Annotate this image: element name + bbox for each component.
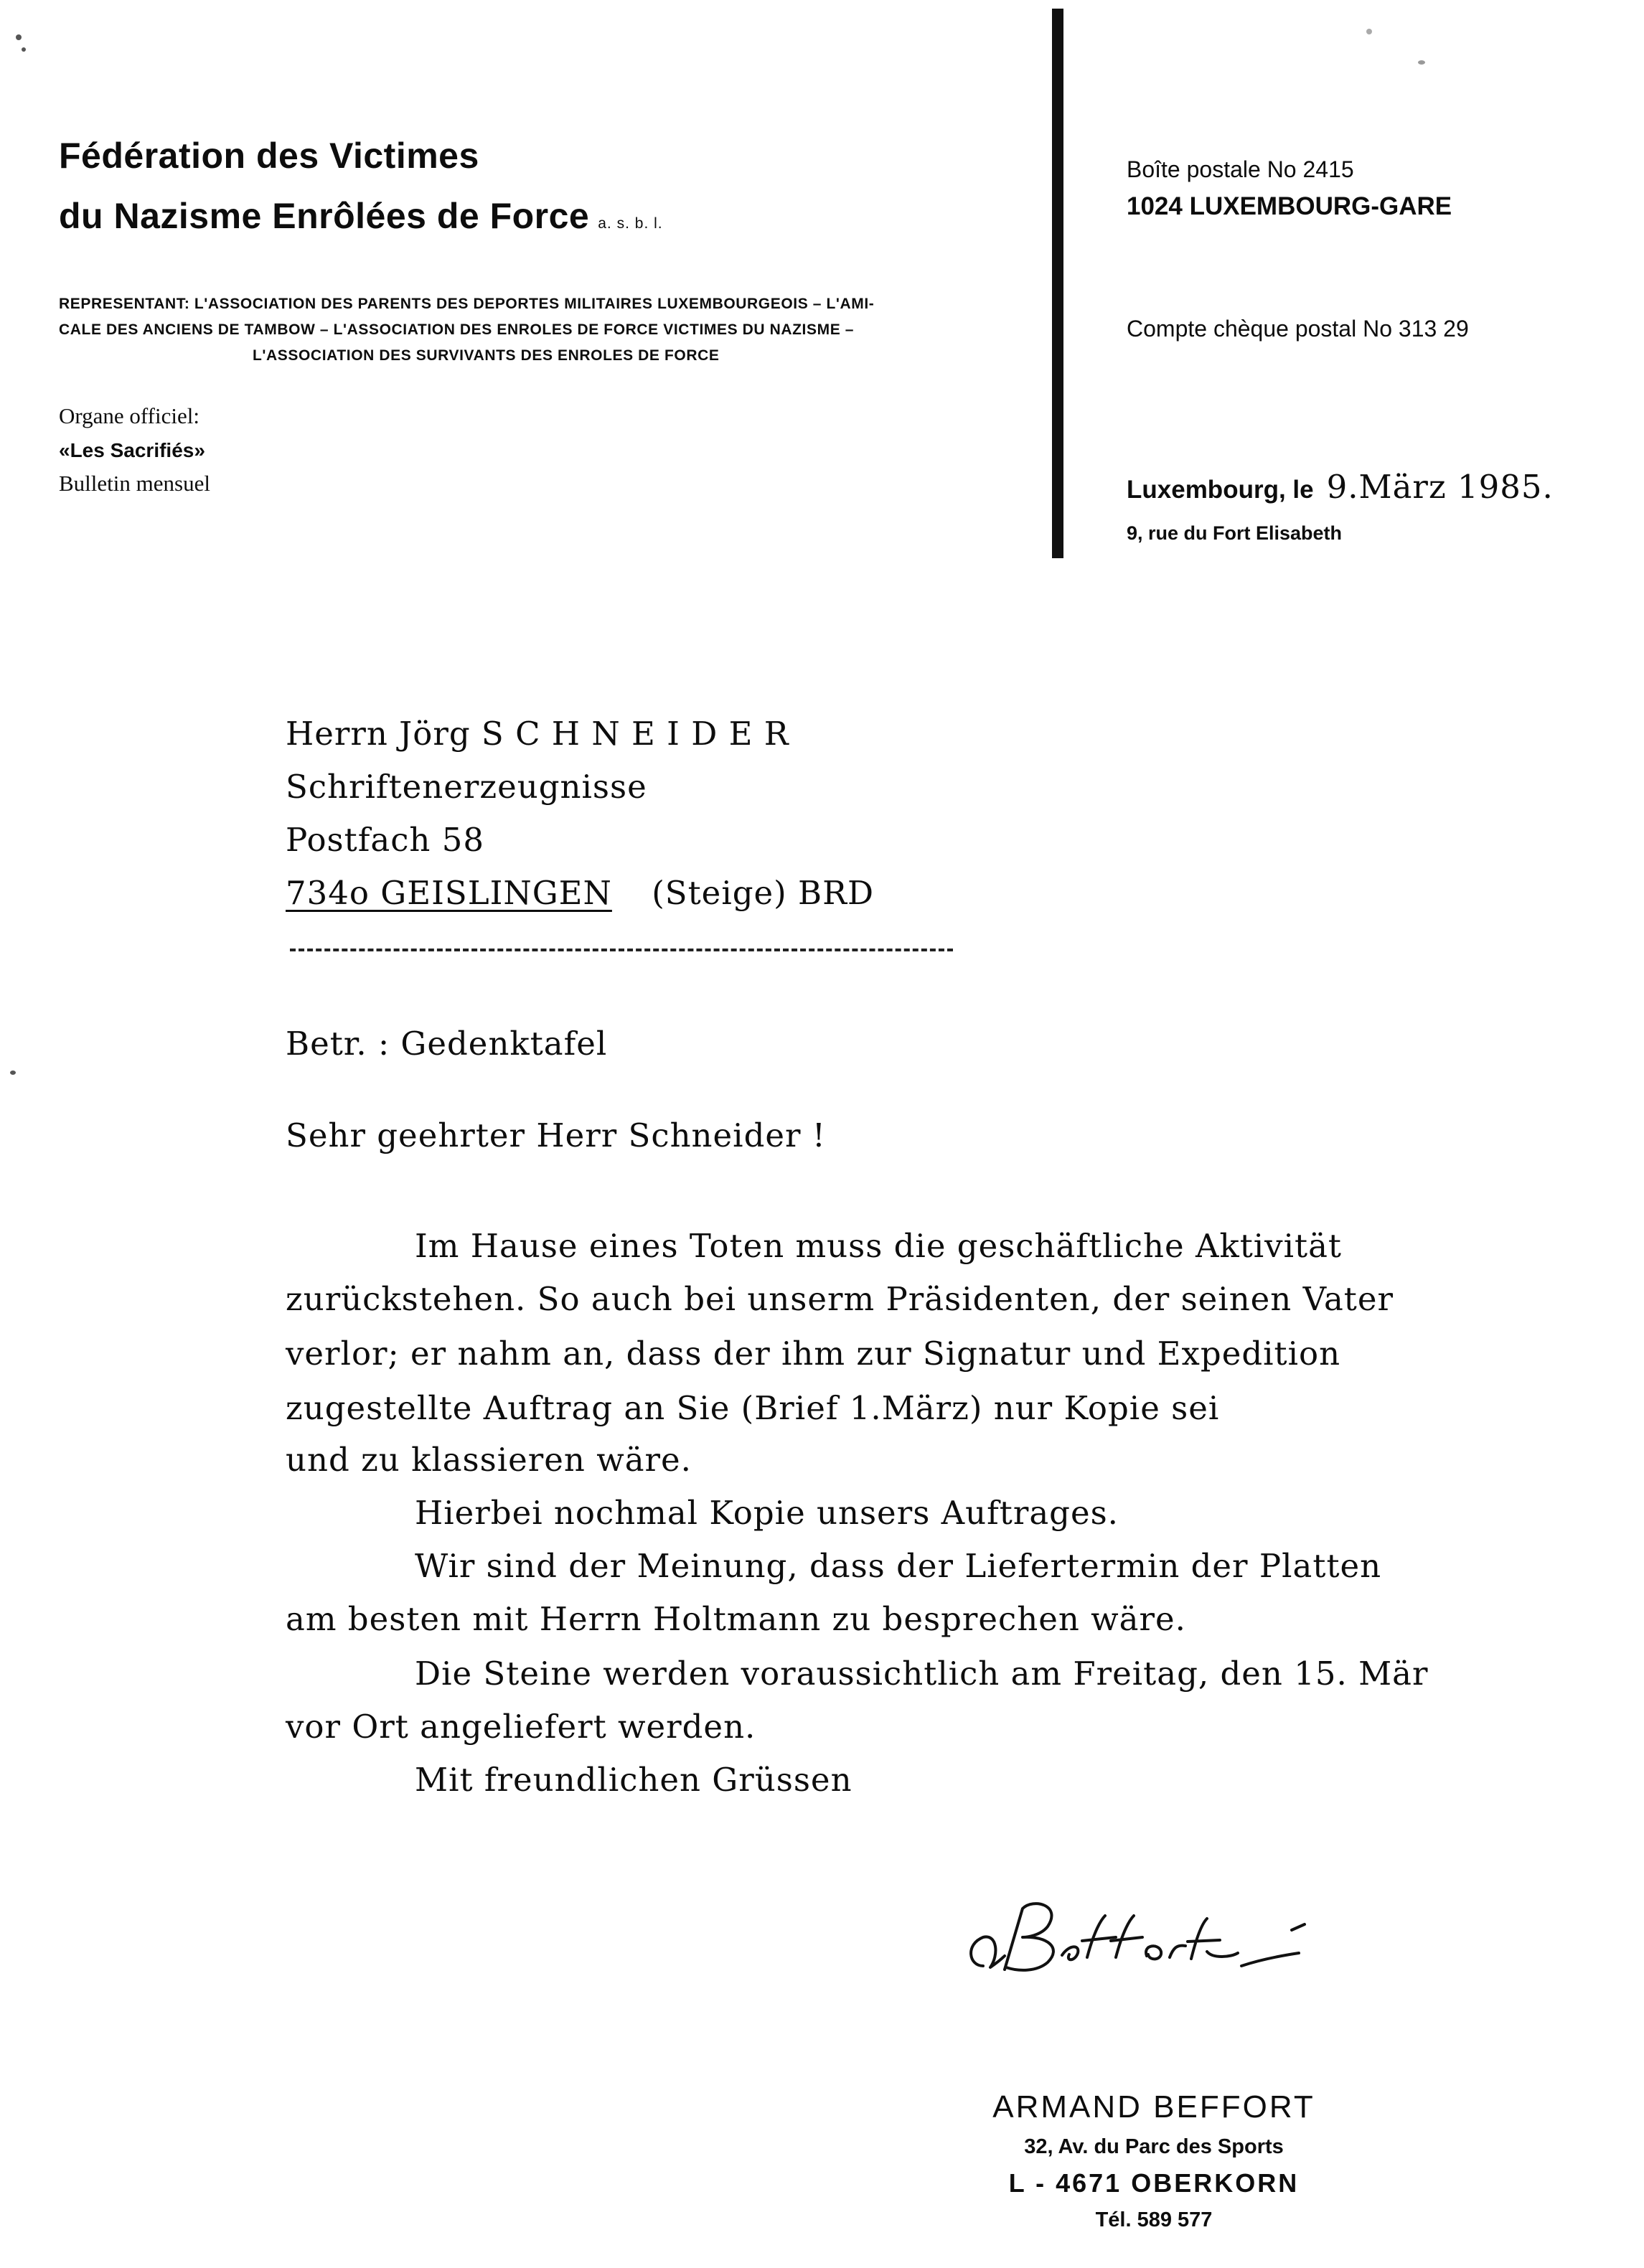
postbox: Boîte postale No 2415 <box>1127 156 1354 182</box>
organization-name-line1 <box>59 135 479 177</box>
organe-label: Organe officiel: <box>59 403 199 428</box>
org-line1-text: Fédération des Victimes <box>59 136 479 176</box>
recipient-city-line <box>286 874 874 912</box>
scan-speck <box>10 1071 16 1075</box>
recipient-postbox: Postfach 58 <box>286 821 484 859</box>
organe-name: «Les Sacrifiés» <box>59 439 205 461</box>
org-suffix: a. s. b. l. <box>598 215 663 232</box>
org-line2-text: du Nazisme Enrôlées de Force <box>59 196 590 236</box>
body-line: zurückstehen. So auch bei unserm Präsidenten, der seinen Vater <box>286 1280 1394 1318</box>
street-address: 9, rue du Fort Elisabeth <box>1127 522 1343 544</box>
salutation: Sehr geehrter Herr Schneider ! <box>286 1116 826 1154</box>
postcode-city: 1024 LUXEMBOURG-GARE <box>1127 192 1452 220</box>
recipient-region-country: (Steige) BRD <box>652 874 875 912</box>
representant-line-3: L'ASSOCIATION DES SURVIVANTS DES ENROLES DE FORCE <box>253 347 720 364</box>
letterhead-divider <box>1052 9 1063 558</box>
recipient-zip-city: 734o GEISLINGEN <box>286 874 612 912</box>
body-line: Die Steine werden voraussichtlich am Freitag, den 15. Mär <box>415 1655 1429 1693</box>
body-line: und zu klassieren wäre. <box>286 1441 692 1479</box>
organe-description: Bulletin mensuel <box>59 471 210 496</box>
body-line: Mit freundlichen Grüssen <box>415 1761 852 1799</box>
handwritten-signature <box>954 1887 1385 1995</box>
recipient-name: Herrn Jörg S C H N E I D E R <box>286 715 789 753</box>
sender-name: ARMAND BEFFORT <box>992 2089 1315 2125</box>
date-value: 9.März 1985. <box>1326 468 1554 506</box>
body-line: Im Hause eines Toten muss die geschäftliche Aktivität <box>415 1227 1342 1265</box>
body-line: verlor; er nahm an, dass der ihm zur Signatur und Expedition <box>286 1335 1341 1373</box>
address-separator <box>290 949 953 951</box>
organization-name-line2 <box>59 195 663 237</box>
body-line: Wir sind der Meinung, dass der Liefertermin der Platten <box>415 1547 1382 1585</box>
subject-line: Betr. : Gedenktafel <box>286 1025 608 1063</box>
scan-speck <box>16 34 22 40</box>
sender-phone: Tél. 589 577 <box>1095 2208 1213 2231</box>
scan-speck <box>1366 29 1372 34</box>
letter-date <box>1127 468 1554 506</box>
representant-line-2: CALE DES ANCIENS DE TAMBOW – L'ASSOCIATION DES ENROLES DE FORCE VICTIMES DU NAZISME – <box>59 321 855 338</box>
sender-street: 32, Av. du Parc des Sports <box>1024 2135 1284 2158</box>
recipient-company: Schriftenerzeugnisse <box>286 768 647 806</box>
body-line: zugestellte Auftrag an Sie (Brief 1.März) nur Kopie sei <box>286 1389 1220 1427</box>
scan-speck <box>22 47 26 52</box>
scan-speck <box>1418 60 1425 65</box>
sender-city: L - 4671 OBERKORN <box>1008 2168 1300 2198</box>
postal-account: Compte chèque postal No 313 29 <box>1127 316 1469 342</box>
body-line: Hierbei nochmal Kopie unsers Auftrages. <box>415 1494 1119 1532</box>
body-line: am besten mit Herrn Holtmann zu besprechen wäre. <box>286 1600 1186 1638</box>
body-line: vor Ort angeliefert werden. <box>286 1708 756 1746</box>
date-prefix: Luxembourg, le <box>1127 476 1314 504</box>
representant-line-1: REPRESENTANT: L'ASSOCIATION DES PARENTS DES DEPORTES MILITAIRES LUXEMBOURGEOIS – L'AMI- <box>59 296 875 312</box>
